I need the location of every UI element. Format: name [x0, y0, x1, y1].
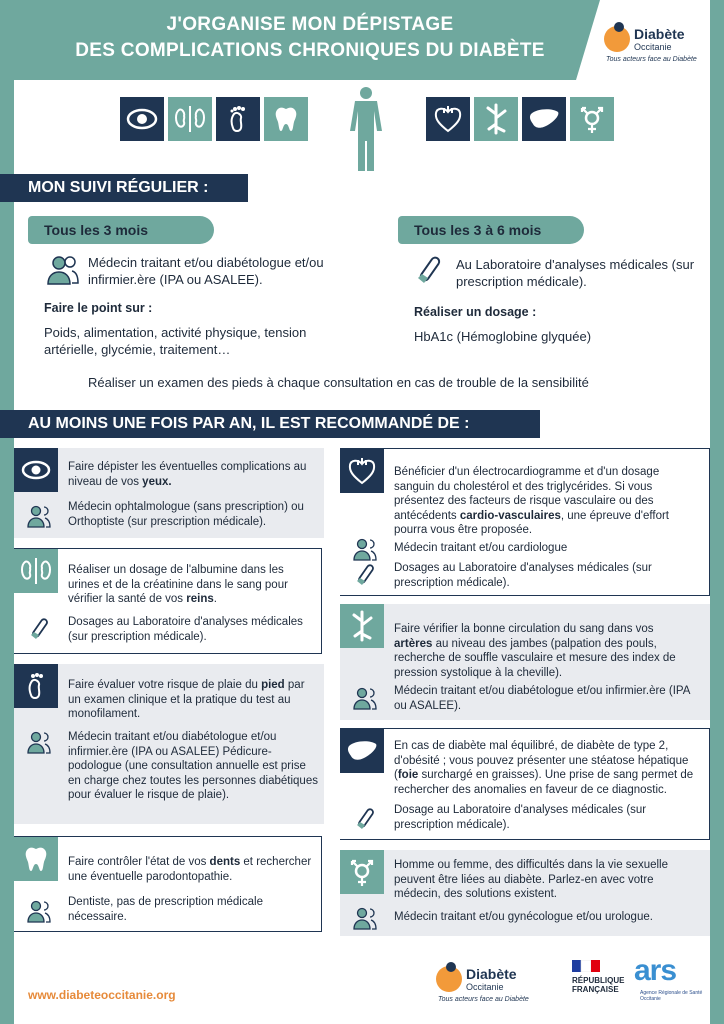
marianne-icon: [572, 960, 600, 972]
card-reins-who: Dosages au Laboratoire d'analyses médicales (sur prescription médicale).: [68, 616, 303, 643]
doctor-icon: [46, 254, 80, 286]
gender-symbols-icon: [570, 97, 614, 141]
suivi-left-items: Poids, alimentation, activité physique, tension artérielle, glycémie, traitement…: [44, 325, 307, 357]
organ-icons-left: [120, 97, 308, 141]
heart-icon: [426, 97, 470, 141]
suivi-left-who: Médecin traitant et/ou diabétologue et/ou infirmier.ère (IPA ou ASALEE).: [88, 255, 324, 287]
arteries-icon: [474, 97, 518, 141]
test-tube-icon: [26, 617, 52, 641]
kidneys-icon: [14, 549, 58, 593]
logo-dot-icon: [446, 962, 456, 972]
card-pied-text: Faire évaluer votre risque de plaie du pied par un examen clinique et la pratique du test au monofilament.: [68, 679, 305, 720]
card-reins: [14, 548, 322, 654]
rf-text: RÉPUBLIQUE FRANÇAISE: [572, 976, 625, 994]
eye-icon: [120, 97, 164, 141]
card-yeux: [14, 448, 324, 538]
card-arteres: [340, 604, 710, 720]
body-silhouette-icon: [343, 85, 389, 175]
arteries-icon: [340, 604, 384, 648]
suivi-right-subtitle: Réaliser un dosage :: [414, 305, 537, 319]
card-reins-text: Réaliser un dosage de l'albumine dans les urines et de la créatinine dans le sang pour vérifier la santé de vos reins.: [68, 564, 288, 605]
card-coeur: [340, 448, 710, 596]
liver-icon: [522, 97, 566, 141]
doctor-icon: [26, 730, 52, 754]
doctor-icon: [352, 906, 378, 930]
suivi-pieds-note: Réaliser un examen des pieds à chaque consultation en cas de trouble de la sensibilité: [88, 375, 589, 390]
card-sexualite: [340, 850, 710, 936]
card-yeux-text: Faire dépister les éventuelles complications au niveau de vos yeux.: [68, 461, 307, 488]
card-dents-text: Faire contrôler l'état de vos dents et rechercher une éventuelle parodontopathie.: [68, 856, 312, 883]
foot-icon: [14, 664, 58, 708]
page-title: J'ORGANISE MON DÉPISTAGE DES COMPLICATIONS CHRONIQUES DU DIABÈTE: [75, 14, 545, 61]
card-yeux-who: Médecin ophtalmologue (sans prescription) ou Orthoptiste (sur prescription médicale).: [68, 501, 304, 528]
section-heading-suivi: MON SUIVI RÉGULIER :: [0, 174, 248, 202]
doctor-icon: [26, 504, 52, 528]
card-foie: [340, 728, 710, 840]
card-dents: [14, 836, 322, 932]
card-dents-who: Dentiste, pas de prescription médicale nécessaire.: [68, 896, 263, 923]
card-sexualite-who: Médecin traitant et/ou gynécologue et/ou urologue.: [394, 911, 653, 923]
diabete-occitanie-logo: Diabète Occitanie Tous acteurs face au Diabète: [600, 20, 710, 70]
card-coeur-text: Bénéficier d'un électrocardiogramme et d'un dosage sanguin du cholestérol et des triglycérides. Si vous présentez des facteurs de risque vasculaire ou des antécédents cardio-vasculaires, une épreuve d'effort pourra vous être proposée.: [394, 466, 669, 536]
logo-dot-icon: [614, 22, 624, 32]
liver-icon: [340, 729, 384, 773]
tooth-icon: [264, 97, 308, 141]
kidneys-icon: [168, 97, 212, 141]
suivi-right-items: HbA1c (Hémoglobine glyquée): [414, 329, 592, 344]
ars-logo: ars Agence Régionale de Santé Occitanie: [634, 954, 703, 1002]
republique-francaise-logo: [570, 958, 630, 1008]
card-arteres-text: Faire vérifier la bonne circulation du sang dans vos artères au niveau des jambes (palpation des pouls, recherche de souffle vasculaire et mesure des index de pression systolique à la cheville).: [394, 623, 676, 679]
organ-icons-right: [426, 97, 614, 141]
card-sexualite-text: Homme ou femme, des difficultés dans la vie sexuelle peuvent être liées au diabète. Parlez-en avec votre médecin, des solutions existent.: [394, 859, 669, 900]
card-pied-who: Médecin traitant et/ou diabétologue et/ou infirmier.ère (IPA ou ASALEE) Pédicure-podologue (une consultation annuelle est prise en charge chez toutes les personnes diabétiques pour évaluer le risque de plaie).: [68, 731, 318, 801]
heart-icon: [340, 449, 384, 493]
card-coeur-who2: Dosages au Laboratoire d'analyses médicales (sur prescription médicale).: [394, 562, 652, 589]
suivi-left-subtitle: Faire le point sur :: [44, 301, 153, 315]
card-arteres-who: Médecin traitant et/ou diabétologue et/ou infirmier.ère (IPA ou ASALEE).: [394, 685, 690, 712]
section-heading-annuel: AU MOINS UNE FOIS PAR AN, IL EST RECOMMANDÉ DE :: [0, 410, 540, 438]
doctor-icon: [26, 899, 52, 923]
diabete-occitanie-footer-logo: Diabète Occitanie Tous acteurs face au Diabète: [432, 960, 542, 1010]
tooth-icon: [14, 837, 58, 881]
test-tube-icon: [352, 807, 378, 831]
card-foie-who: Dosage au Laboratoire d'analyses médicales (sur prescription médicale).: [394, 804, 647, 831]
test-tube-icon: [412, 254, 446, 286]
foot-icon: [216, 97, 260, 141]
card-foie-text: En cas de diabète mal équilibré, de diabète de type 2, d'obésité ; vous pouvez présenter une stéatose hépatique (foie surchargé en graisses). Une prise de sang permet de rechercher des anomalies en faveur de ce diagnostic.: [394, 740, 694, 796]
gender-symbols-icon: [340, 850, 384, 894]
doctor-icon: [352, 686, 378, 710]
suivi-right-who: Au Laboratoire d'analyses médicales (sur prescription médicale).: [456, 257, 695, 289]
eye-icon: [14, 448, 58, 492]
website-link[interactable]: www.diabeteoccitanie.org: [28, 988, 176, 1002]
period-pill-3-6-mois: Tous les 3 à 6 mois: [398, 216, 584, 244]
period-pill-3-mois: Tous les 3 mois: [28, 216, 214, 244]
card-pied: [14, 664, 324, 824]
doctor-icon: [352, 537, 378, 561]
card-coeur-who: Médecin traitant et/ou cardiologue: [394, 542, 568, 554]
test-tube-icon: [352, 563, 378, 587]
